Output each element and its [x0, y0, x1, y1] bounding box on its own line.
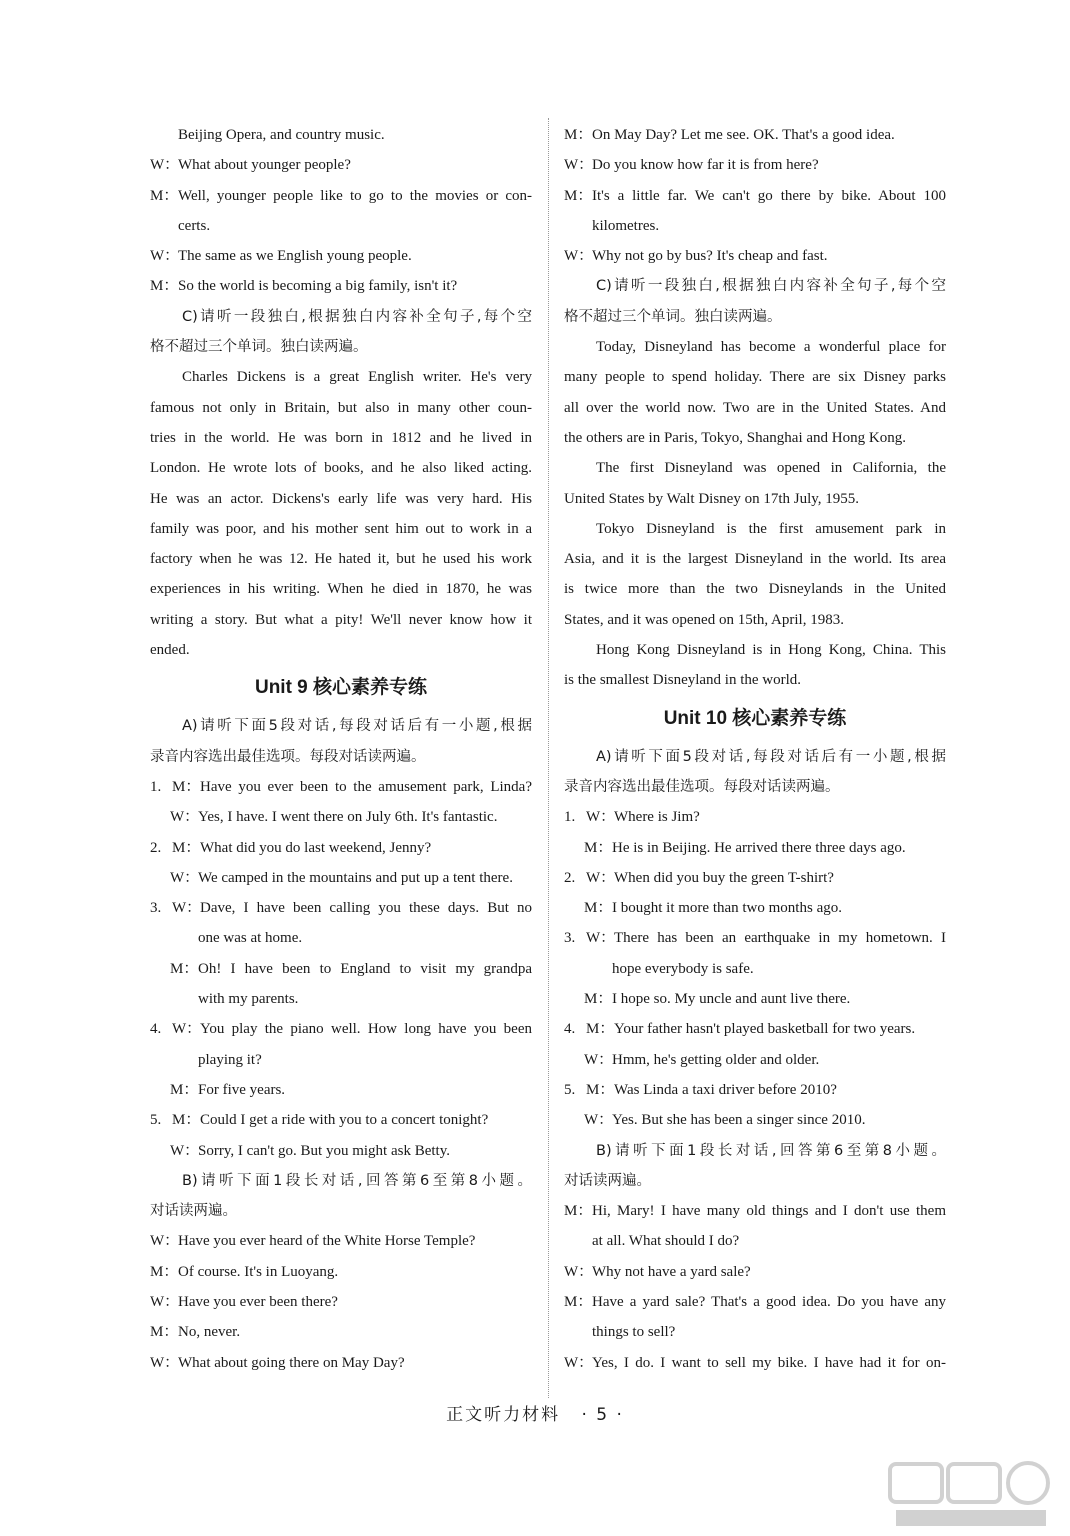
dialog-line: W：Why not go by bus? It's cheap and fast.	[564, 248, 828, 265]
column-divider	[548, 118, 549, 1398]
dialog-item: W：Yes. But she has been a singer since 2010.	[584, 1112, 866, 1129]
passage-line: is twice more than the two Disneylands in the United	[564, 581, 946, 598]
dialog-line: W：Have you ever been there?	[150, 1293, 338, 1310]
dialog-line: M：Have a yard sale? That's a good idea. Do you have any	[564, 1293, 946, 1310]
section-instruction: B)请听下面1段长对话,回答第6至第8小题。	[596, 1142, 946, 1159]
passage-line: famous not only in Britain, but also in many other coun-	[150, 399, 532, 416]
unit-9-title: Unit 9 核心素养专练	[254, 677, 428, 699]
section-instruction: 格不超过三个单词。独白读两遍。	[564, 308, 782, 325]
section-instruction: B)请听下面1段长对话,回答第6至第8小题。	[182, 1172, 532, 1189]
dialog-line: M：So the world is becoming a big family, isn't it?	[150, 278, 458, 295]
text-line: kilometres.	[592, 217, 660, 234]
dialog-line: W：What about younger people?	[150, 157, 351, 174]
passage-line: He was an actor. Dickens's early life was very hard. His	[150, 490, 532, 507]
dialog-item: W：Sorry, I can't go. But you might ask Betty.	[170, 1142, 450, 1159]
dialog-line: W：Have you ever heard of the White Horse Temple?	[150, 1233, 476, 1250]
dialog-item: W：Hmm, he's getting older and older.	[584, 1051, 820, 1068]
dialog-item: 1. W：Where is Jim?	[564, 809, 700, 826]
passage-line: all over the world now. Two are in the United States. And	[564, 399, 946, 416]
passage-line: London. He wrote lots of books, and he also liked acting.	[150, 460, 532, 477]
dialog-item: M：He is in Beijing. He arrived there three days ago.	[584, 839, 906, 856]
passage-line: Hong Kong Disneyland is in Hong Kong, China. This	[596, 642, 946, 659]
dialog-item: playing it?	[198, 1051, 262, 1068]
passage-line: The first Disneyland was opened in California, the	[596, 460, 946, 477]
text-line: Beijing Opera, and country music.	[178, 127, 385, 143]
dialog-item: with my parents.	[198, 991, 299, 1008]
passage-line: Today, Disneyland has become a wonderful place for	[596, 339, 946, 356]
unit-10-title: Unit 10 核心素养专练	[663, 707, 847, 729]
passage-line: ended.	[150, 642, 190, 659]
passage-line: States, and it was opened on 15th, April, 1983.	[564, 611, 844, 628]
dialog-item: M：I hope so. My uncle and aunt live there.	[584, 991, 851, 1008]
text-line: things to sell?	[592, 1324, 676, 1341]
dialog-line: W：What about going there on May Day?	[150, 1354, 405, 1371]
dialog-item: 3. W：There has been an earthquake in my hometown. I	[564, 930, 946, 947]
dialog-item: one was at home.	[198, 930, 303, 947]
footer-label: 正文听力材料	[446, 1405, 561, 1425]
section-instruction: 录音内容选出最佳选项。每段对话读两遍。	[150, 748, 426, 765]
passage-line: Charles Dickens is a great English writer. He's very	[182, 369, 532, 386]
dialog-item: W：Yes, I have. I went there on July 6th. It's fantastic.	[170, 809, 498, 826]
dialog-item: 4. W：You play the piano well. How long have you been	[150, 1021, 532, 1038]
passage-line: writing a story. But what a pity! We'll never know how it	[150, 611, 532, 628]
dialog-item: 5. M：Was Linda a taxi driver before 2010?	[564, 1081, 837, 1098]
passage-line: many people to spend holiday. There are six Disney parks	[564, 369, 946, 386]
section-instruction: A)请听下面5段对话,每段对话后有一小题,根据	[596, 748, 946, 765]
page-footer	[0, 1400, 1070, 1425]
section-instruction: A)请听下面5段对话,每段对话后有一小题,根据	[182, 718, 532, 735]
text-line: certs.	[178, 217, 211, 234]
dialog-line: W：Yes, I do. I want to sell my bike. I have had it for on-	[564, 1354, 946, 1371]
dialog-line: W：The same as we English young people.	[150, 248, 412, 265]
dialog-item: W：We camped in the mountains and put up a tent there.	[170, 869, 513, 886]
dialog-line: M：Hi, Mary! I have many old things and I don't use them	[564, 1203, 946, 1220]
dialog-line: M：Well, younger people like to go to the movies or con-	[150, 187, 532, 204]
passage-line: factory when he was 12. He hated it, but he used his work	[150, 551, 532, 568]
passage-line: United States by Walt Disney on 17th July, 1955.	[564, 490, 860, 507]
text-line: at all. What should I do?	[592, 1233, 740, 1250]
section-instruction: C)请听一段独白,根据独白内容补全句子,每个空	[596, 278, 946, 295]
passage-line: tries in the world. He was born in 1812 and he lived in	[150, 429, 532, 446]
dialog-item: 2. M：What did you do last weekend, Jenny?	[150, 839, 432, 856]
watermark-logo-icon	[886, 1460, 1056, 1530]
passage-line: Tokyo Disneyland is the first amusement park in	[596, 520, 946, 537]
passage-line: is the smallest Disneyland in the world.	[564, 672, 802, 689]
dialog-line: M：It's a little far. We can't go there by bike. About 100	[564, 187, 946, 204]
dialog-item: M：I bought it more than two months ago.	[584, 900, 842, 917]
page-number: · 5 ·	[581, 1405, 624, 1425]
left-column	[150, 120, 532, 1378]
dialog-line: W：Why not have a yard sale?	[564, 1263, 751, 1280]
dialog-line: M：Of course. It's in Luoyang.	[150, 1263, 339, 1280]
passage-line: family was poor, and his mother sent him out to work in a	[150, 520, 532, 537]
section-instruction: 对话读两遍。	[564, 1172, 651, 1189]
dialog-item: M：Oh! I have been to England to visit my grandpa	[170, 960, 532, 977]
dialog-item: 3. W：Dave, I have been calling you these days. But no	[150, 900, 532, 917]
passage-line: the others are in Paris, Tokyo, Shanghai and Hong Kong.	[564, 429, 906, 446]
section-instruction: 对话读两遍。	[150, 1203, 237, 1220]
dialog-line: M：No, never.	[150, 1324, 241, 1341]
section-instruction: C)请听一段独白,根据独白内容补全句子,每个空	[182, 308, 532, 325]
dialog-item: hope everybody is safe.	[612, 960, 754, 977]
dialog-item: 1. M：Have you ever been to the amusement park, Linda?	[150, 778, 532, 795]
dialog-item: 4. M：Your father hasn't played basketball for two years.	[564, 1021, 916, 1038]
dialog-item: 2. W：When did you buy the green T-shirt?	[564, 869, 834, 886]
section-instruction: 格不超过三个单词。独白读两遍。	[150, 339, 368, 356]
section-instruction: 录音内容选出最佳选项。每段对话读两遍。	[564, 778, 840, 795]
dialog-line: M：On May Day? Let me see. OK. That's a good idea.	[564, 127, 895, 143]
right-column	[564, 120, 946, 1378]
dialog-item: M：For five years.	[170, 1081, 286, 1098]
dialog-item: 5. M：Could I get a ride with you to a concert tonight?	[150, 1112, 489, 1129]
passage-line: experiences in his writing. When he died in 1870, he was	[150, 581, 532, 598]
passage-line: Asia, and it is the largest Disneyland in the world. Its area	[564, 551, 946, 568]
dialog-line: W：Do you know how far it is from here?	[564, 157, 819, 174]
